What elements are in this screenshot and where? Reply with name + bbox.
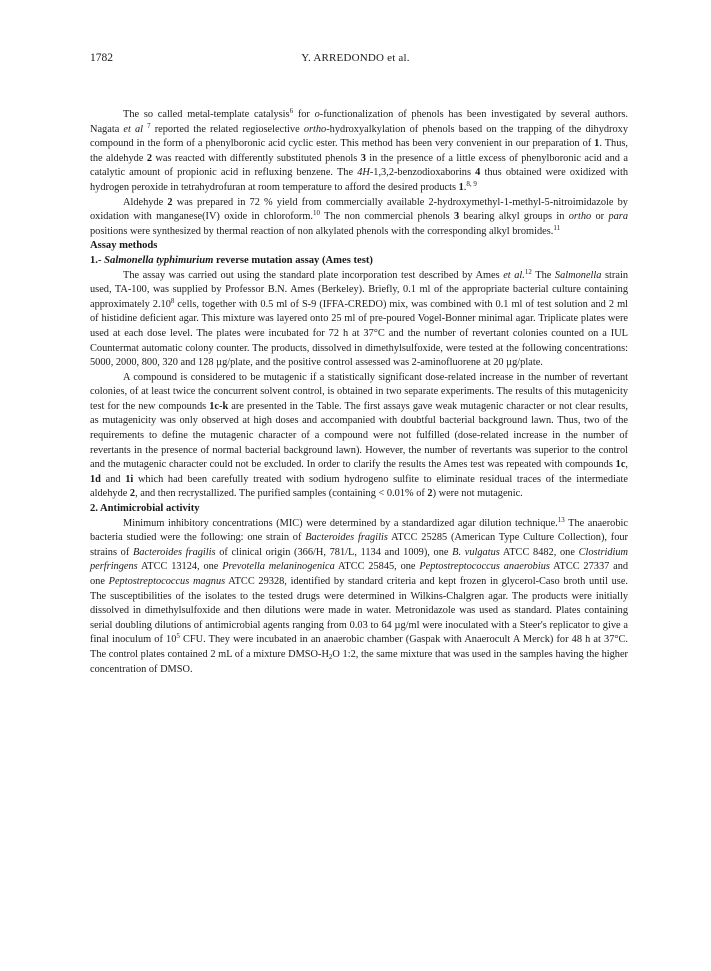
section-heading-assay-methods: Assay methods — [90, 240, 158, 252]
paragraph-ames-assay: The assay was carried out using the standard plate incorporation test described by Ames et al.$^{12}$ The Salmonella strain used, TA-100, was supplied by Professor B.N. Ames (Berkeley). Briefly, 0.1 ml of the appropriate bacterial culture containing approximately 2.10$^8$ cells, together with 0.5 ml of S-9 (IFFA-CREDO) mix, was combined with 0.1 ml of test solution and 2 ml of histidine deficient agar. This mixture was layered onto 25 ml of pre-poured Vogel-Bonner minimal agar. Triplicate plates were used at each dose level. The plates were incubated for 72 h at 37°C and the number of revertant colonies counted on a IUL Countermat automatic colony counter. The products, dissolved in dimethylsulfoxide, were tested at the following concentrations: 5000, 2000, 800, 320 and 128 µg/plate, and the positive control assessed was 2-aminofluorene at 20 µg/plate. — [90, 267, 628, 369]
paragraph-mutagenic-criteria: A compound is considered to be mutagenic if a statistically significant dose-related increase in the number of revertant colonies, of at least twice the concurrent solvent control, is obtained in two separate experiments. The results of this mutagenicity test for the new compounds 1c-k are presented in the Table. The first assays gave weak mutagenic character or not clear results, as mutagenicity was only observed at high doses and accompanied with doubtful bacterial background lawn. Thus, two of the requirements to define the mutagenic character of a compound were not fulfilled (dose-related increase in the number of revertants in the presence of normal bacterial background lawn). However, the number of revertants was superior to the control and the mutagenic character could not be excluded. In order to clarify the results the Ames test was repeated with compounds 1c, 1d and 1i which had been carefully treated with sodium hydrogeno sulfite to eliminate residual traces of the intermediate aldehyde 2, and then recrystallized. The purified samples (containing < 0.01% of 2) were not mutagenic. — [90, 371, 629, 500]
paragraph-aldehyde: Aldehyde 2 was prepared in 72 % yield from commercially available 2-hydroxymethyl-1-methyl-5-nitroimidazole by oxidation with manganese(IV) oxide in chloroform.$^{10}$ The non commercial phenols 3 bearing alkyl groups in ortho or para positions were synthesized by thermal reaction of non alkylated phenols with the corresponding alkyl bromides.$^{11}$ — [90, 196, 628, 237]
page-number: 1782 — [90, 52, 113, 64]
subsection-heading-antimicrobial: 2. Antimicrobial activity — [90, 503, 200, 515]
paragraph-metal-template: The so called metal-template catalysis$^6$ for o-functionalization of phenols has been investigated by several authors. Nagata et al $^7$ reported the related regioselective ortho-hydroxyalkylation of phenols based on the trapping of the dihydroxy compound in the form of a phenylboronic acid cyclic ester. This method has been very convenient in our preparation of 1. Thus, the aldehyde 2 was reacted with differently substituted phenols 3 in the presence of a little excess of phenylboronic acid and a catalytic amount of propionic acid in refluxing benzene. The 4H-1,3,2-benzodioxaborins 4 thus obtained were oxidized with hydrogen peroxide in tetrahydrofuran at room temperature to afford the desired products 1.$^{8, 9}$ — [90, 107, 628, 193]
page-header — [0, 52, 711, 68]
article-body — [90, 108, 628, 677]
subsection-heading-ames-test: 1.- Salmonella typhimurium reverse mutation assay (Ames test) — [90, 254, 373, 266]
paragraph-mic: Minimum inhibitory concentrations (MIC) were determined by a standardized agar dilution technique.$^{13}$ The anaerobic bacteria studied were the following: one strain of Bacteroides fragilis ATCC 25285 (American Type Culture Collection), four strains of Bacteroides fragilis of clinical origin (366/H, 781/L, 1134 and 1009), one B. vulgatus ATCC 8482, one Clostridium perfringens ATCC 13124, one Prevotella melaninogenica ATCC 25845, one Peptostreptococcus anaerobius ATCC 27337 and one Peptostreptococcus magnus ATCC 29328, identified by standard criteria and kept frozen in glycerol-Caso broth until use. The susceptibilities of the isolates to the tested drugs were determined in Wilkins-Chalgren agar. The products were initially dissolved in dimethylsulfoxide and then dilutions were made in water. Metronidazole was used as standard. Plates containing serial doubling dilutions of antimicrobial agents ranging from 0.03 to 64 µg/ml were inoculated with a Steer's replicator to give a final inoculum of $10^5$ CFU. They were incubated in an anaerobic chamber (Gaspak with Anaerocult A Merck) for 48 h at 37°C. The control plates contained 2 mL of a mixture DMSO-$H_2O$ 1:2, the same mixture that was used in the samples having the higher concentration of DMSO. — [90, 515, 629, 675]
running-head: Y. ARREDONDO et al. — [301, 52, 410, 64]
